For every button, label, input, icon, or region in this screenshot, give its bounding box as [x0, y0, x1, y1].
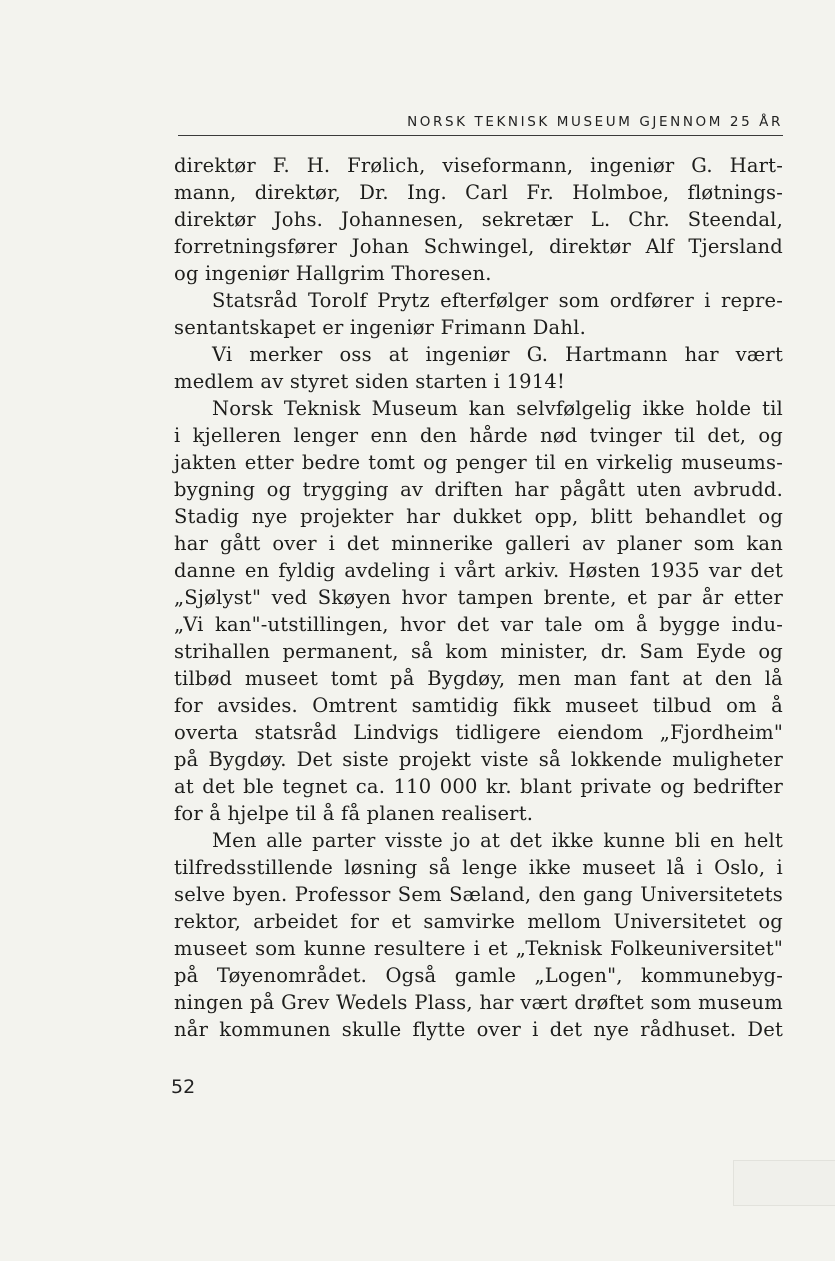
text-line: rektor, arbeidet for et samvirke mellom Universitetet og — [174, 910, 783, 933]
text-line: for avsides. Omtrent samtidig fikk museet tilbud om å — [174, 694, 783, 717]
text-line: direktør Johs. Johannesen, sekretær L. Chr. Steendal, — [174, 208, 783, 231]
header-rule — [178, 135, 783, 136]
text-line: på Tøyenområdet. Også gamle „Logen", kommunebyg- — [174, 964, 783, 987]
text-line: overta statsråd Lindvigs tidligere eiendom „Fjordheim" — [174, 721, 783, 744]
text-line: at det ble tegnet ca. 110 000 kr. blant private og bedrifter — [174, 775, 783, 798]
text-line: strihallen permanent, så kom minister, dr. Sam Eyde og — [174, 640, 783, 663]
text-line: Men alle parter visste jo at det ikke kunne bli en helt — [212, 829, 783, 852]
text-line: direktør F. H. Frølich, viseformann, ingeniør G. Hart- — [174, 154, 783, 177]
text-line: sentantskapet er ingeniør Frimann Dahl. — [174, 316, 586, 339]
text-line: bygning og trygging av driften har pågått uten avbrudd. — [174, 478, 783, 501]
text-line: Norsk Teknisk Museum kan selvfølgelig ikke holde til — [212, 397, 783, 420]
text-line: selve byen. Professor Sem Sæland, den gang Universitetets — [174, 883, 783, 906]
text-line: danne en fyldig avdeling i vårt arkiv. Høsten 1935 var det — [174, 559, 783, 582]
text-line: mann, direktør, Dr. Ing. Carl Fr. Holmboe, fløtnings- — [174, 181, 783, 204]
text-line: Stadig nye projekter har dukket opp, blitt behandlet og — [174, 505, 783, 528]
text-line: medlem av styret siden starten i 1914! — [174, 370, 566, 393]
text-line: Statsråd Torolf Prytz efterfølger som ordfører i repre- — [212, 289, 783, 312]
text-line: for å hjelpe til å få planen realisert. — [174, 802, 534, 825]
text-line: jakten etter bedre tomt og penger til en virkelig museums- — [174, 451, 783, 474]
body-text — [174, 152, 783, 1043]
text-line: i kjelleren lenger enn den hårde nød tvinger til det, og — [174, 424, 783, 447]
scan-edge-mark — [733, 1160, 835, 1206]
text-line: når kommunen skulle flytte over i det nye rådhuset. Det — [174, 1018, 783, 1041]
text-line: tilfredsstillende løsning så lenge ikke museet lå i Oslo, i — [174, 856, 783, 879]
text-line: har gått over i det minnerike galleri av planer som kan — [174, 532, 783, 555]
text-line: „Vi kan"-utstillingen, hvor det var tale om å bygge indu- — [174, 613, 783, 636]
text-line: Vi merker oss at ingeniør G. Hartmann har vært — [212, 343, 783, 366]
text-line: på Bygdøy. Det siste projekt viste så lokkende muligheter — [174, 748, 783, 771]
text-line: forretningsfører Johan Schwingel, direktør Alf Tjersland — [174, 235, 783, 258]
page-number: 52 — [171, 1076, 196, 1098]
text-line: ningen på Grev Wedels Plass, har vært drøftet som museum — [174, 991, 783, 1014]
text-line: „Sjølyst" ved Skøyen hvor tampen brente, et par år etter — [174, 586, 783, 609]
text-line: tilbød museet tomt på Bygdøy, men man fant at den lå — [174, 667, 783, 690]
text-line: museet som kunne resultere i et „Teknisk Folkeuniversitet" — [174, 937, 783, 960]
text-line: og ingeniør Hallgrim Thoresen. — [174, 262, 492, 285]
running-header: NORSK TEKNISK MUSEUM GJENNOM 25 ÅR — [407, 114, 783, 130]
